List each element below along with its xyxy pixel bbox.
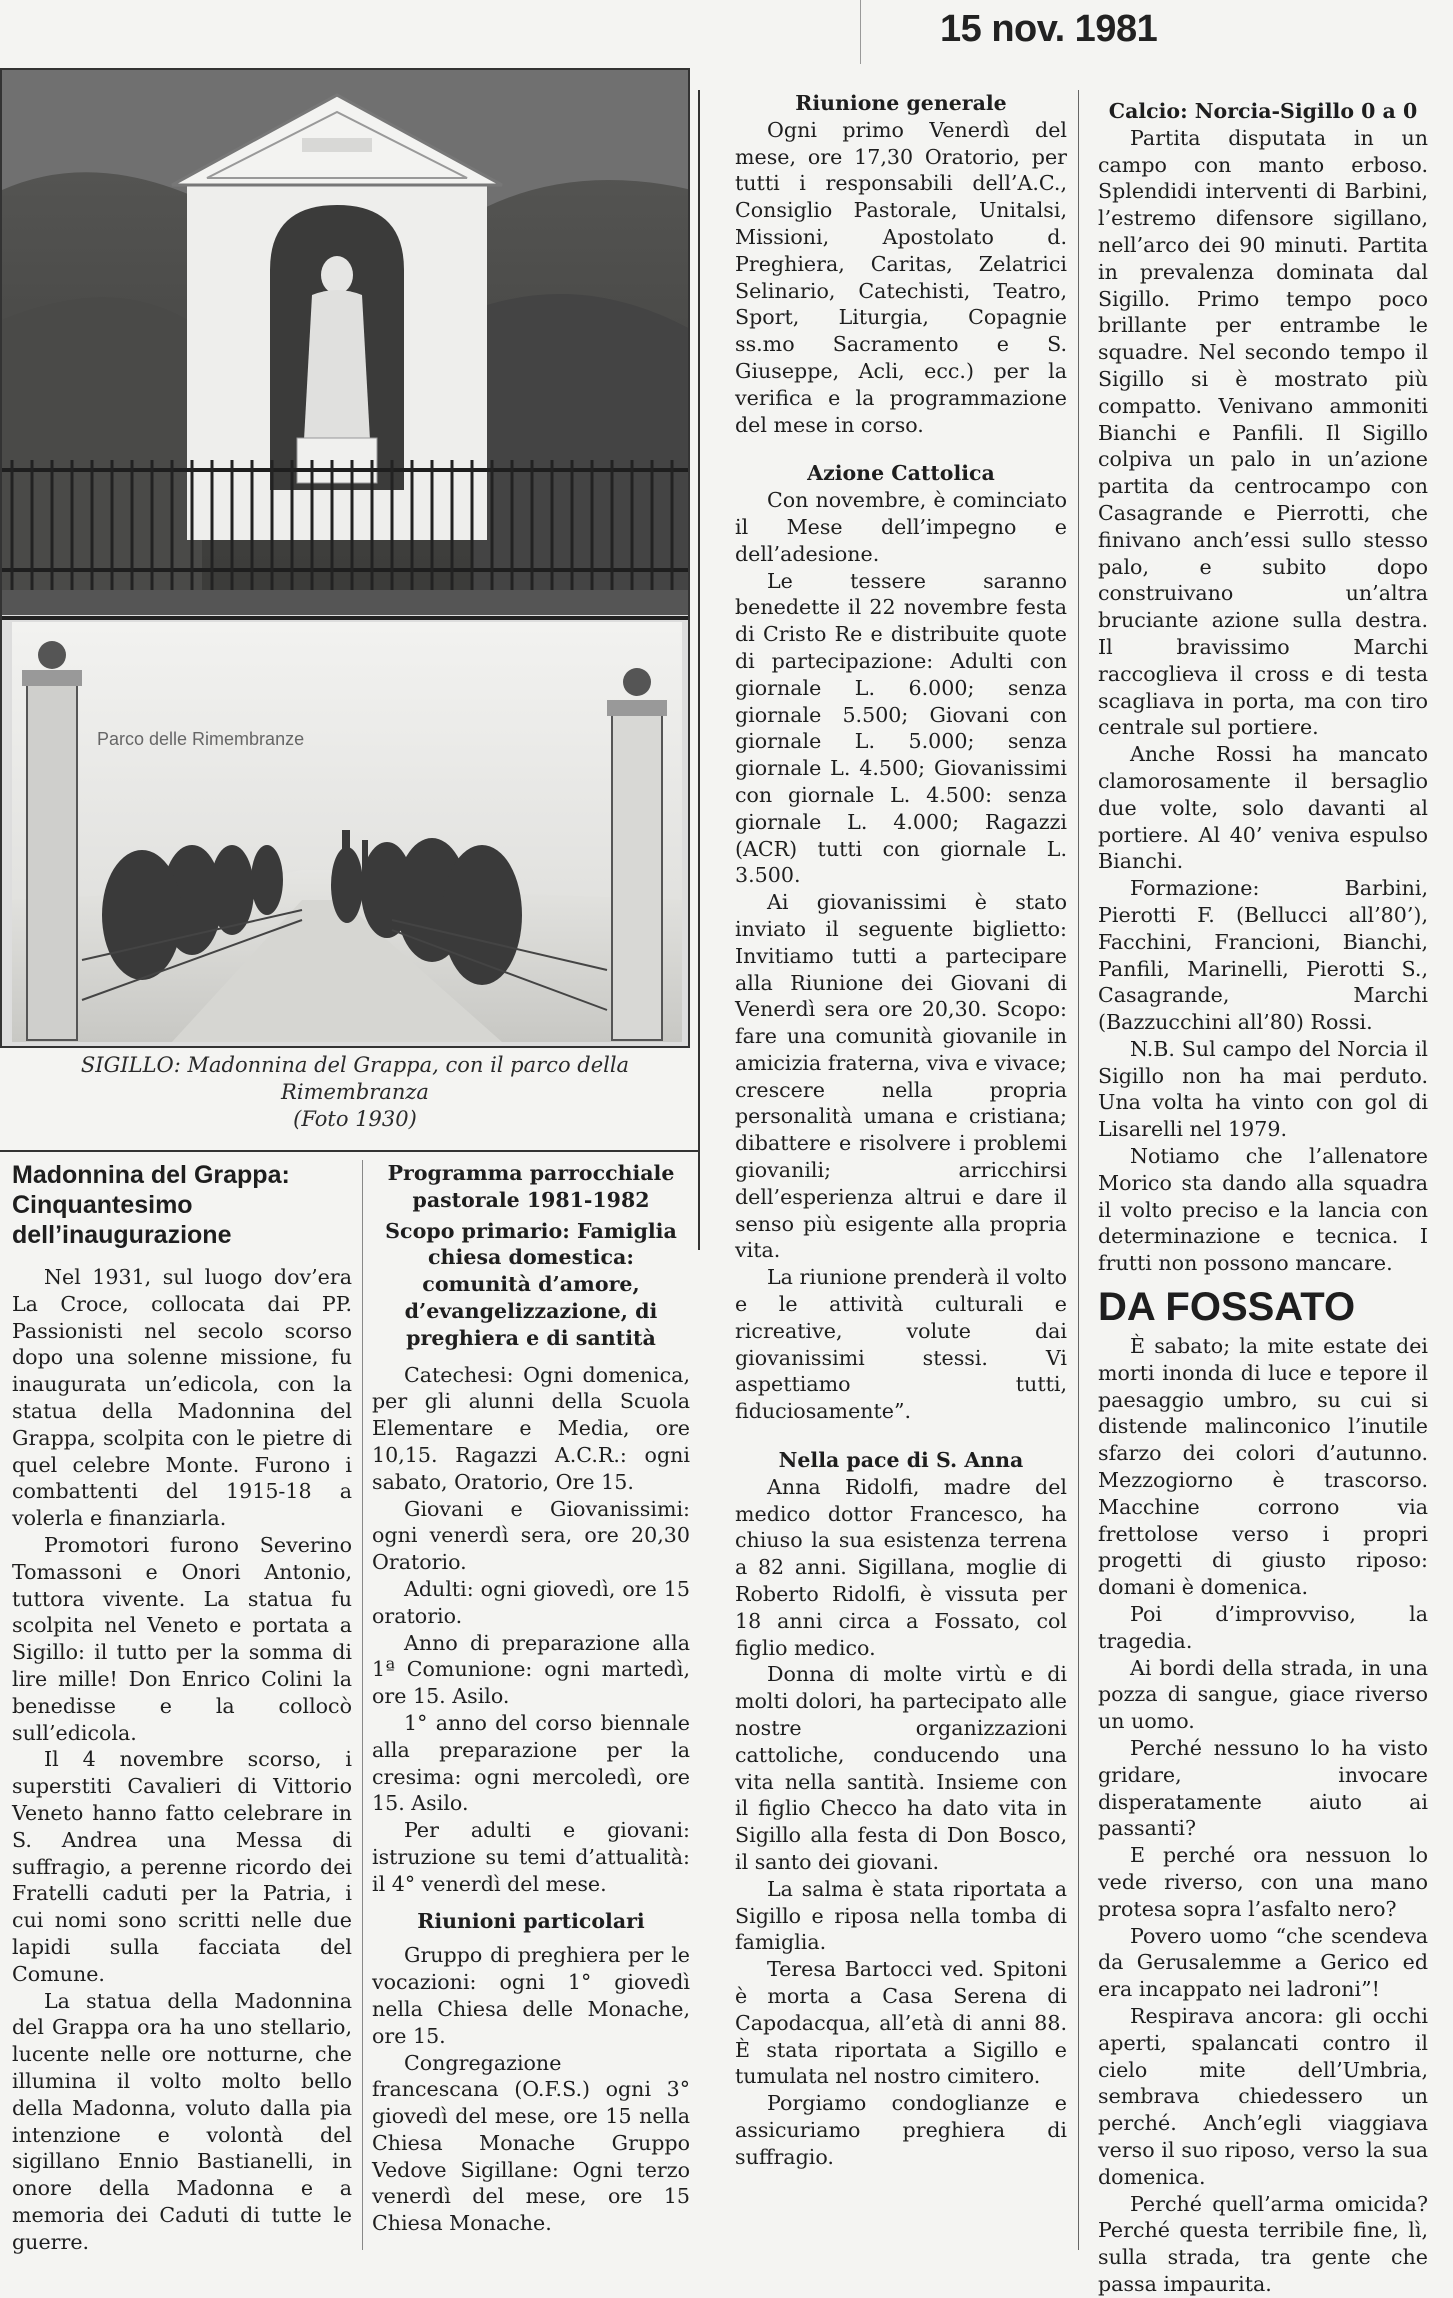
paragraph: Poi d’improvviso, la tragedia. [1098, 1602, 1428, 1653]
column-right [1098, 98, 1428, 2298]
anna-title: Nella pace di S. Anna [778, 1448, 1024, 1473]
paragraph: Ogni primo Venerdì del mese, ore 17,30 Oratorio, per tutti i responsabili dell’A.C., Consiglio Pastorale, Unitalsi, Missioni, Apostolato d. Preghiera, Caritas, Zelatrici Selinario, Catechisti, Teatro, Sport, Liturgia, Copagnie ss.mo Sacramento e S. Giuseppe, Acli, ecc.) per la verifica e la programmazione del mese in corso. [735, 117, 1067, 437]
madonnina-photo-illustration [2, 70, 690, 1048]
paragraph: Partita disputata in un campo con manto erboso. Splendidi interventi di Barbini, l’estremo difensore sigillano, nell’arco dei 90 minuti. Partita in prevalenza dominata dal Sigillo. Primo tempo poco brillante per entrambe le squadre. Nel secondo tempo il Sigillo si è mostrato più compatto. Venivano ammoniti Bianchi e Panfili. Il Sigillo colpiva un palo in un’azione partita da centrocampo con Casagrande e Pierrotti, che finivano anch’essi sullo stesso palo, e subito dopo construivano un’altra bruciante azione sulla destra. Il bravissimo Marchi raccoglieva il cross e di testa scagliava in porta, ma con tiro centrale sul portiere. [1098, 125, 1428, 740]
fossato-title: DA FOSSATO [1098, 1285, 1356, 1330]
paragraph: 1° anno del corso biennale alla preparazione per la cresima: ogni mercoledì, ore 15. Asilo. [372, 1710, 690, 1816]
column-programma [372, 1160, 690, 2237]
calcio-title: Calcio: Norcia-Sigillo 0 a 0 [1108, 99, 1418, 123]
clipping-edge-line [860, 0, 861, 64]
paragraph: Con novembre, è cominciato il Mese dell’impegno e dell’adesione. [735, 488, 1067, 566]
vertical-rule [1078, 90, 1079, 2250]
paragraph: Per adulti e giovani: istruzione su temi d’attualità: il 4° venerdì del mese. [372, 1818, 690, 1896]
madonnina-title: Madonnina del Grappa: Cinquantesimo dell’inaugurazione [12, 1161, 290, 1249]
riunione-title: Riunione generale [795, 91, 1007, 115]
column-madonnina [12, 1160, 352, 2255]
riunioni-particolari-title: Riunioni particolari [417, 1908, 645, 1933]
paragraph: Giovani e Giovanissimi: ogni venerdì sera, ore 20,30 Oratorio. [372, 1496, 690, 1575]
paragraph: Perché nessuno lo ha visto gridare, invocare disperatamente aiuto ai passanti? [1098, 1736, 1428, 1841]
paragraph: Povero uomo “che scendeva da Gerusalemme a Gerico ed era incappato nei ladroni”! [1098, 1923, 1428, 2002]
paragraph: Teresa Bartocci ved. Spitoni è morta a Casa Serena di Capodacqua, all’età di anni 88. È stata riportata a Sigillo e tumulata nel nostro cimitero. [735, 1957, 1067, 2089]
paragraph: Ai giovanissimi è stato inviato il seguente biglietto: Invitiamo tutti a partecipare alla Riunione dei Giovani di Venerdì sera ore 20,30. Scopo: fare una comunità giovanile in amicizia fraterna, viva e vivace; crescere nella propria personalità umana e cristiana; dibattere e risolvere i problemi giovanili; arricchirsi dell’esperienza altrui e dare il senso più esigente alla propria vita. [735, 890, 1067, 1263]
horizontal-rule [0, 1150, 700, 1152]
paragraph: Il 4 novembre scorso, i superstiti Cavalieri di Vittorio Veneto hanno fatto celebrare in S. Andrea una Messa di suffragio, a perenne ricordo dei Fratelli caduti per la Patria, i cui nomi sono scritti nelle due lapidi sulla facciata del Comune. [12, 1747, 352, 1986]
programma-title: Programma parrocchiale pastorale 1981-1982 [387, 1161, 675, 1212]
paragraph: Ai bordi della strada, in una pozza di sangue, giace riverso un uomo. [1098, 1655, 1428, 1734]
programma-subtitle: Scopo primario: Famiglia chiesa domestica: comunità d’amore, d’evangelizzazione, di preghiera e di santità [385, 1218, 677, 1350]
paragraph: Promotori furono Severino Tomassoni e Onori Antonio, tuttora vivente. La statua fu scolpita nel Veneto e portata a Sigillo: il tutto per la somma di lire mille! Don Enrico Colini la benedisse e la collocò sull’edicola. [12, 1532, 352, 1745]
paragraph: Catechesi: Ogni domenica, per gli alunni della Scuola Elementare e Media, ore 10,15. Ragazzi A.C.R.: ogni sabato, Oratorio, Ore 15. [372, 1362, 690, 1494]
paragraph: Adulti: ogni giovedì, ore 15 oratorio. [372, 1576, 690, 1628]
paragraph: Anno di preparazione alla 1ª Comunione: ogni martedì, ore 15. Asilo. [372, 1630, 690, 1709]
paragraph: Perché quell’arma omicida? Perché questa terribile fine, lì, sulla strada, tra gente che passa impaurita. [1098, 2191, 1428, 2296]
paragraph: Gruppo di preghiera per le vocazioni: ogni 1° giovedì nella Chiesa delle Monache, ore 15. [372, 1943, 690, 2048]
azione-title: Azione Cattolica [807, 461, 995, 486]
photo-caption [10, 1052, 700, 1133]
caption-line-2: (Foto 1930) [293, 1107, 417, 1131]
paragraph: Anche Rossi ha mancato clamorosamente il bersaglio due volte, solo davanti al portiere. Al 40’ veniva espulso Bianchi. [1098, 742, 1428, 874]
paragraph: È sabato; la mite estate dei morti inonda di luce e tepore il paesaggio umbro, su cui si distende malinconico l’inutile sfarzo dei colori d’autunno. Mezzogiorno è trascorso. Macchine corrono via frettolose verso i propri progetti di giusto riposo: domani è domenica. [1098, 1334, 1428, 1600]
issue-date: 15 nov. 1981 [940, 8, 1158, 50]
caption-line-1: SIGILLO: Madonnina del Grappa, con il parco della Rimembranza [80, 1053, 630, 1104]
paragraph: La salma è stata riportata a Sigillo e riposa nella tomba di famiglia. [735, 1876, 1067, 1955]
paragraph: Porgiamo condoglianze e assicuriamo preghiera di suffragio. [735, 2091, 1067, 2169]
paragraph: Nel 1931, sul luogo dov’era La Croce, collocata dai PP. Passionisti nel secolo scorso dopo una solenne missione, fu inaugurata un’edicola, con la statua della Madonnina del Grappa, scolpita con le pietre di quel celebre Monte. Furono i combattenti del 1915-18 a volerla e finanziarla. [12, 1265, 352, 1531]
column-center [735, 90, 1067, 2171]
paragraph: Formazione: Barbini, Pierotti F. (Bellucci all’80’), Facchini, Francioni, Bianchi, Panfili, Marinelli, Pierotti S., Casagrande, Marchi (Bazzucchini all’80) Rossi. [1098, 876, 1428, 1035]
postcard-label: Parco delle Rimembranze [97, 729, 305, 749]
historic-photo [0, 68, 690, 1048]
vertical-rule [362, 1160, 363, 2250]
paragraph: Donna di molte virtù e di molti dolori, ha partecipato alle nostre organizzazioni cattoliche, conducendo una vita nella santità. Insieme con il figlio Checco ha dato vita in Sigillo alla festa di Don Bosco, il santo dei giovani. [735, 1662, 1067, 1874]
paragraph: N.B. Sul campo del Norcia il Sigillo non ha mai perduto. Una volta ha vinto con gol di Lisarelli nel 1979. [1098, 1036, 1428, 1142]
paragraph: La statua della Madonnina del Grappa ora ha uno stellario, lucente nelle ore notturne, che illumina il volto molto bello della Madonna, voluto dalla pia intenzione e volontà del sigillano Ennio Bastianelli, in onore della Madonna e a memoria dei Caduti di tutte le guerre. [12, 1988, 352, 2254]
paragraph: Congregazione francescana (O.F.S.) ogni 3° giovedì del mese, ore 15 nella Chiesa Monache Gruppo Vedove Sigillane: Ogni terzo venerdì del mese, ore 15 Chiesa Monache. [372, 2050, 690, 2236]
vertical-rule [698, 90, 700, 1250]
paragraph: Respirava ancora: gli occhi aperti, spalancati contro il cielo mite dell’Umbria, sembrava chiedessero un perché. Anch’egli viaggiava verso il suo riposo, verso la sua domenica. [1098, 2003, 1428, 2189]
paragraph: Notiamo che l’allenatore Morico sta dando alla squadra il volto preciso e la lancia con determinazione e tecnica. I frutti non possono mancare. [1098, 1144, 1428, 1276]
paragraph: Anna Ridolfi, madre del medico dottor Francesco, ha chiuso la sua esistenza terrena a 82 anni. Sigillana, moglie di Roberto Ridolfi, è vissuta per 18 anni circa a Fossato, col figlio medico. [735, 1474, 1067, 1660]
paragraph: La riunione prenderà il volto e le attività culturali e ricreative, volute dai giovanissimi stessi. Vi aspettiamo tutti, fiduciosamente”. [735, 1265, 1067, 1424]
paragraph: Le tessere saranno benedette il 22 novembre festa di Cristo Re e distribuite quote di partecipazione: Adulti con giornale L. 6.000; senza giornale 5.500; Giovani con giornale L. 5.000; senza giornale L. 4.500; Giovanissimi con giornale L. 4.500: senza giornale L. 4.000; Ragazzi (ACR) tutti con giornale L. 3.500. [735, 568, 1067, 888]
paragraph: E perché ora nessuon lo vede riverso, con una mano protesa sopra l’asfalto nero? [1098, 1843, 1428, 1921]
